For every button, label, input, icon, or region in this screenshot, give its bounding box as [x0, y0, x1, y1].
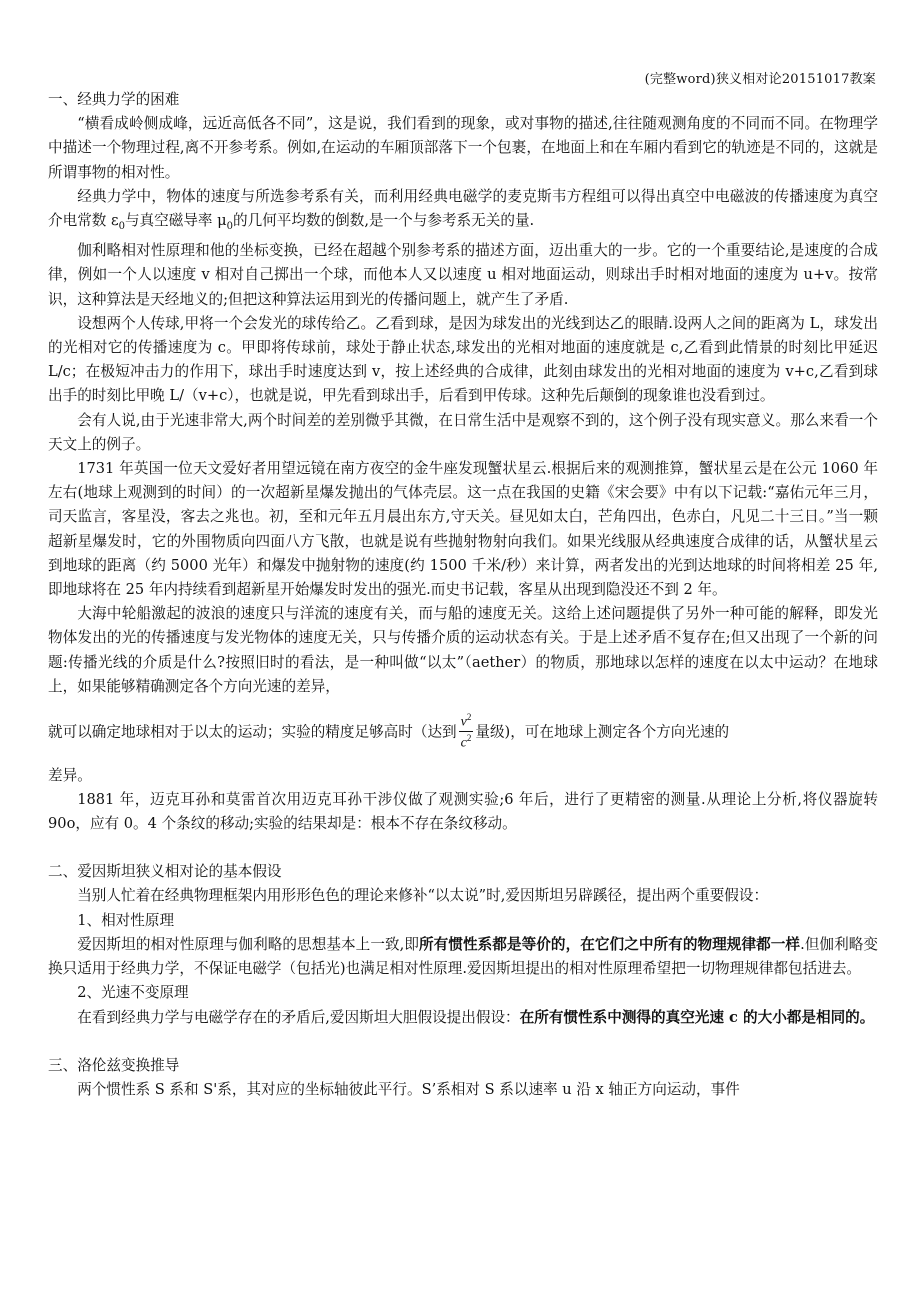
- paragraph-relativity-principle: 爱因斯坦的相对性原理与伽利略的思想基本上一致,即所有惯性系都是等价的，在它们之中所有的物理规律都一样.但伽利略变换只适用于经典力学，不保证电磁学（包括光)也满足相对性原理.爱因斯坦提出的相对性原理希望把一切物理规律都包括进去。: [48, 935, 878, 978]
- subheading-relativity-principle: 1、相对性原理: [77, 911, 175, 929]
- paragraph-aether-precision: 就可以确定地球相对于以太的运动；实验的精度足够高时（达到 $\frac{v^2}{c^2}$ 量级)，可在地球上测定各个方向光速的: [48, 711, 730, 751]
- paragraph-maxwell-light-speed: 经典力学中，物体的速度与所选参考系有关，而利用经典电磁学的麦克斯韦方程组可以得出真空中电磁波的传播速度为真空介电常数 $\varepsilon_0$与真空磁导率 $\mu_0$的几何平均数的倒数,是一个与参考系无关的量.: [48, 187, 878, 232]
- subheading-light-speed-invariance: 2、光速不变原理: [77, 984, 189, 1002]
- paragraph-ball-throwing-thought-experiment: 设想两个人传球,甲将一个会发光的球传给乙。乙看到球，是因为球发出的光线到达乙的眼睛.设两人之间的距离为 L，球发出的光相对它的传播速度为 c。甲即将传球前，球处于静止状态,球发出的光相对地面的速度就是 c,乙看到此情景的时刻比甲延迟 L/c；在极短冲击力的作用下，球出手时速度达到 v，按上述经典的合成律，此刻由球发出的光相对地面的速度为 v+c,乙看到球出手的时刻比甲晚 L/（v+c），也就是说，甲先看到球出手，后看到甲传球。这种先后颠倒的现象谁也没看到过。: [48, 314, 878, 405]
- section-heading-einstein-postulates: 二、爱因斯坦狭义相对论的基本假设: [48, 863, 282, 881]
- paragraph-aether-hypothesis: 大海中轮船激起的波浪的速度只与洋流的速度有关，而与船的速度无关。这给上述问题提供了另外一种可能的解释，即发光物体发出的光的传播速度与发光物体的速度无关，只与传播介质的运动状态有关。于是上述矛盾不复存在;但又出现了一个新的问题:传播光线的介质是什么?按照旧时的看法，是一种叫做“以太”（aether）的物质，那地球以怎样的速度在以太中运动？在地球上，如果能够精确测定各个方向光速的差异，: [48, 605, 878, 695]
- running-header: (完整word)狭义相对论20151017教案: [644, 72, 876, 87]
- paragraph-inertial-frames-setup: 两个惯性系 S 系和 S'系，其对应的坐标轴彼此平行。S’系相对 S 系以速率 u 沿 x 轴正方向运动，事件: [77, 1080, 740, 1098]
- fraction-v2-over-c2: $\frac{v^2}{c^2}$: [460, 711, 472, 751]
- paragraph-relativity-intro: “横看成岭侧成峰，远近高低各不同”，这是说，我们看到的现象，或对事物的描述,往往随观测角度的不同而不同。在物理学中描述一个物理过程,离不开参考系。例如,在运动的车厢顶部落下一个包裹，在地面上和在车厢内看到它的轨迹是不同的，这就是所谓事物的相对性。: [48, 115, 878, 181]
- paragraph-crab-nebula: 1731 年英国一位天文爱好者用望远镜在南方夜空的金牛座发现蟹状星云.根据后来的观测推算，蟹状星云是在公元 1060 年左右(地球上观测到的时间）的一次超新星爆发抛出的气体壳层。这一点在我国的史籍《宋会要》中有以下记载:“嘉佑元年三月，司天监言，客星没，客去之兆也。初，至和元年五月晨出东方,守天关。昼见如太白，芒角四出，色赤白，凡见二十三日。”当一颗超新星爆发时，它的外围物质向四面八方飞散，也就是说有些抛射物射向我们。如果光线服从经典速度合成律的话，从蟹状星云到地球的距离（约 5000 光年）和爆发中抛射物的速度(约 1500 千米/秒）来计算，两者发出的光到达地球的时间将相差 25 年,即地球将在 25 年内持续看到超新星开始爆发时发出的强光.而史书记载，客星从出现到隐没还不到 2 年。: [48, 459, 878, 598]
- emphasis-inertial-frames-equivalent: 所有惯性系都是等价的，在它们之中所有的物理规律都一样: [419, 935, 801, 953]
- emphasis-constant-light-speed: 在所有惯性系中测得的真空光速 c 的大小都是相同的。: [519, 1008, 875, 1026]
- paragraph-galilean-velocity-addition: 伽利略相对性原理和他的坐标变换，已经在超越个别参考系的描述方面，迈出重大的一步。它的一个重要结论,是速度的合成律，例如一个人以速度 v 相对自己掷出一个球，而他本人又以速度 u 相对地面运动，则球出手时相对地面的速度为 u+v。按常识，这种算法是天经地义的;但把这种算法运用到光的传播问题上，就产生了矛盾.: [48, 242, 878, 308]
- paragraph-aether-end: 差异。: [48, 766, 92, 784]
- section-heading-lorentz-derivation: 三、洛伦兹变换推导: [48, 1056, 180, 1074]
- paragraph-postulates-intro: 当别人忙着在经典物理框架内用形形色色的理论来修补“以太说”时,爱因斯坦另辟蹊径，提出两个重要假设：: [77, 887, 769, 905]
- paragraph-astronomy-transition: 会有人说,由于光速非常大,两个时间差的差别微乎其微，在日常生活中是观察不到的，这个例子没有现实意义。那么来看一个天文上的例子。: [48, 411, 878, 453]
- section-heading-classical-difficulty: 一、经典力学的困难: [48, 91, 180, 108]
- document-body: [48, 88, 878, 1102]
- paragraph-light-speed-invariance: 在看到经典力学与电磁学存在的矛盾后,爱因斯坦大胆假设提出假设：在所有惯性系中测得的真空光速 c 的大小都是相同的。: [77, 1008, 875, 1026]
- paragraph-michelson-morley: 1881 年，迈克耳孙和莫雷首次用迈克耳孙干涉仪做了观测实验;6 年后，进行了更精密的测量.从理论上分析,将仪器旋转 90o，应有 0。4 个条纹的移动;实验的结果却是：根本不存在条纹移动。: [48, 790, 878, 833]
